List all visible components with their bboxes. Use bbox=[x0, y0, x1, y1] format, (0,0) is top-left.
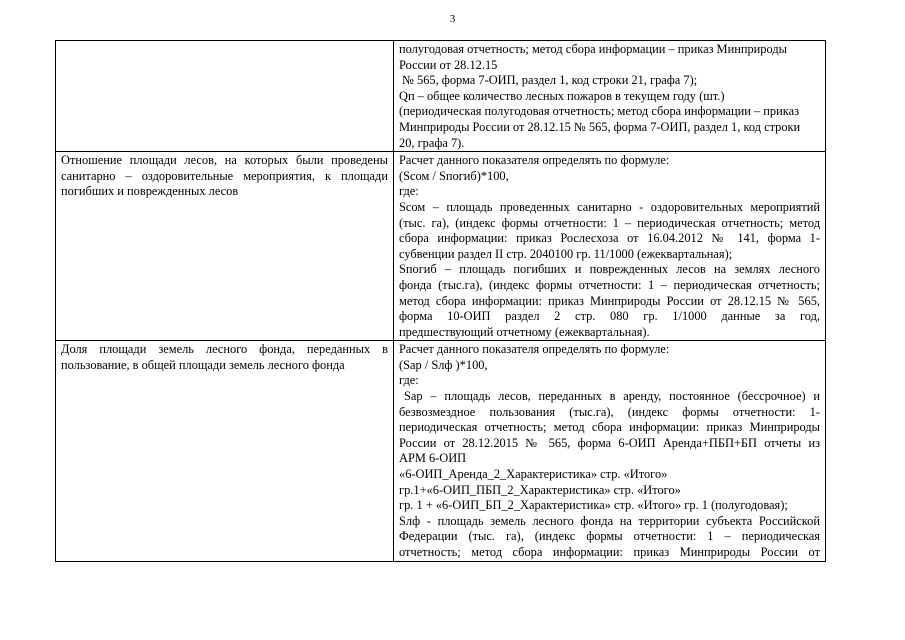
cell-line: отчетность; метод сбора информации: приказ Минприроды России от bbox=[399, 545, 820, 559]
cell-line: Sар – площадь лесов, переданных в аренду, постоянное (бессрочное) и bbox=[404, 389, 820, 404]
cell-line: безвозмездное пользования (тыс.га), (индекс формы отчетности: 1- bbox=[399, 404, 820, 419]
table-row bbox=[56, 152, 826, 341]
cell-line: России от 28.12.2015 № 565, форма 6-ОИП Аренда+ПБП+БП отчеты из bbox=[399, 435, 820, 450]
cell-line: Доля площади земель лесного фонда, переданных в bbox=[61, 342, 388, 357]
cell-line: полугодовая отчетность; метод сбора информации – приказ Минприроды bbox=[399, 42, 787, 56]
cell-line: «6-ОИП_Аренда_2_Характеристика» стр. «Итого» bbox=[399, 467, 668, 482]
cell-line: Отношение площади лесов, на которых были проведены bbox=[61, 153, 388, 168]
cell-line: субвенции раздел II стр. 2040100 гр. 11/1000 (ежеквартальная); bbox=[399, 246, 733, 261]
cell-line: форма 10-ОИП раздел 2 стр. 080 гр. 1/1000 данные за год, bbox=[399, 309, 820, 324]
cell-line: Расчет данного показателя определять по формуле: bbox=[399, 342, 670, 357]
table-row bbox=[56, 341, 826, 561]
table-row bbox=[56, 41, 826, 152]
cell-line: (Sсом / Sпогиб)*100, bbox=[399, 168, 509, 183]
cell-line: пользование, в общей площади земель лесного фонда bbox=[61, 357, 345, 372]
calculation-method-cell bbox=[394, 341, 826, 561]
cell-line: метод сбора информации: приказ Минприроды России от 28.12.15 № 565, bbox=[399, 293, 820, 308]
cell-line: 20, графа 7). bbox=[399, 135, 465, 150]
cell-line: Sпогиб – площадь погибших и поврежденных лесов на землях лесного bbox=[399, 262, 820, 277]
calculation-method-cell bbox=[394, 41, 826, 152]
page-number: 3 bbox=[449, 13, 456, 25]
cell-line: периодическая отчетность; метод сбора информации: приказ Минприроды bbox=[399, 420, 820, 435]
cell-line: где: bbox=[399, 184, 419, 199]
cell-line: Sсом – площадь проведенных санитарно - оздоровительных мероприятий bbox=[399, 199, 820, 214]
calculation-method-cell bbox=[394, 152, 826, 341]
cell-line: где: bbox=[399, 373, 419, 388]
indicator-name-cell bbox=[56, 341, 394, 561]
cell-line: № 565, форма 7-ОИП, раздел 1, код строки 21, графа 7); bbox=[399, 73, 698, 88]
cell-line: гр. 1 + «6-ОИП_БП_2_Характеристика» стр. «Итого» гр. 1 (полугодовая); bbox=[399, 498, 788, 513]
cell-line: Sлф - площадь земель лесного фонда на территории субъекта Российской bbox=[399, 513, 820, 528]
cell-line: АРМ 6-ОИП bbox=[399, 451, 467, 466]
table-body bbox=[56, 41, 826, 562]
indicator-table bbox=[55, 40, 826, 562]
cell-line: санитарно – оздоровительные мероприятия, к площади bbox=[61, 168, 388, 183]
indicator-name-cell bbox=[56, 41, 394, 152]
cell-line: предшествующий отчетному (ежеквартальная). bbox=[399, 324, 650, 339]
cell-line: Qп – общее количество лесных пожаров в текущем году (шт.) bbox=[399, 88, 725, 103]
cell-line: Расчет данного показателя определять по формуле: bbox=[399, 153, 670, 168]
cell-line: Минприроды России от 28.12.15 № 565, форма 7-ОИП, раздел 1, код строки bbox=[399, 119, 801, 134]
cell-line: (Sар / Sлф )*100, bbox=[399, 357, 488, 372]
indicator-name-cell bbox=[56, 152, 394, 341]
cell-line: сбора информации: приказ Рослесхоза от 16.04.2012 № 141, форма 1- bbox=[399, 231, 820, 246]
cell-line: России от 28.12.15 bbox=[399, 57, 498, 72]
cell-line: фонда (тыс.га), (индекс формы отчетности: 1 – периодическая отчетность; bbox=[399, 277, 820, 292]
cell-line: (периодическая полугодовая отчетность; метод сбора информации – приказ bbox=[399, 104, 799, 119]
cell-line: погибших и поврежденных лесов bbox=[61, 184, 239, 199]
cell-line: Федерации (тыс. га), (индекс формы отчетности: 1 – периодическая bbox=[399, 529, 820, 544]
cell-line: гр.1+«6-ОИП_ПБП_2_Характеристика» стр. «Итого» bbox=[399, 482, 681, 497]
cell-line: (тыс. га), (индекс формы отчетности: 1 – периодическая отчетность; метод bbox=[399, 215, 820, 230]
